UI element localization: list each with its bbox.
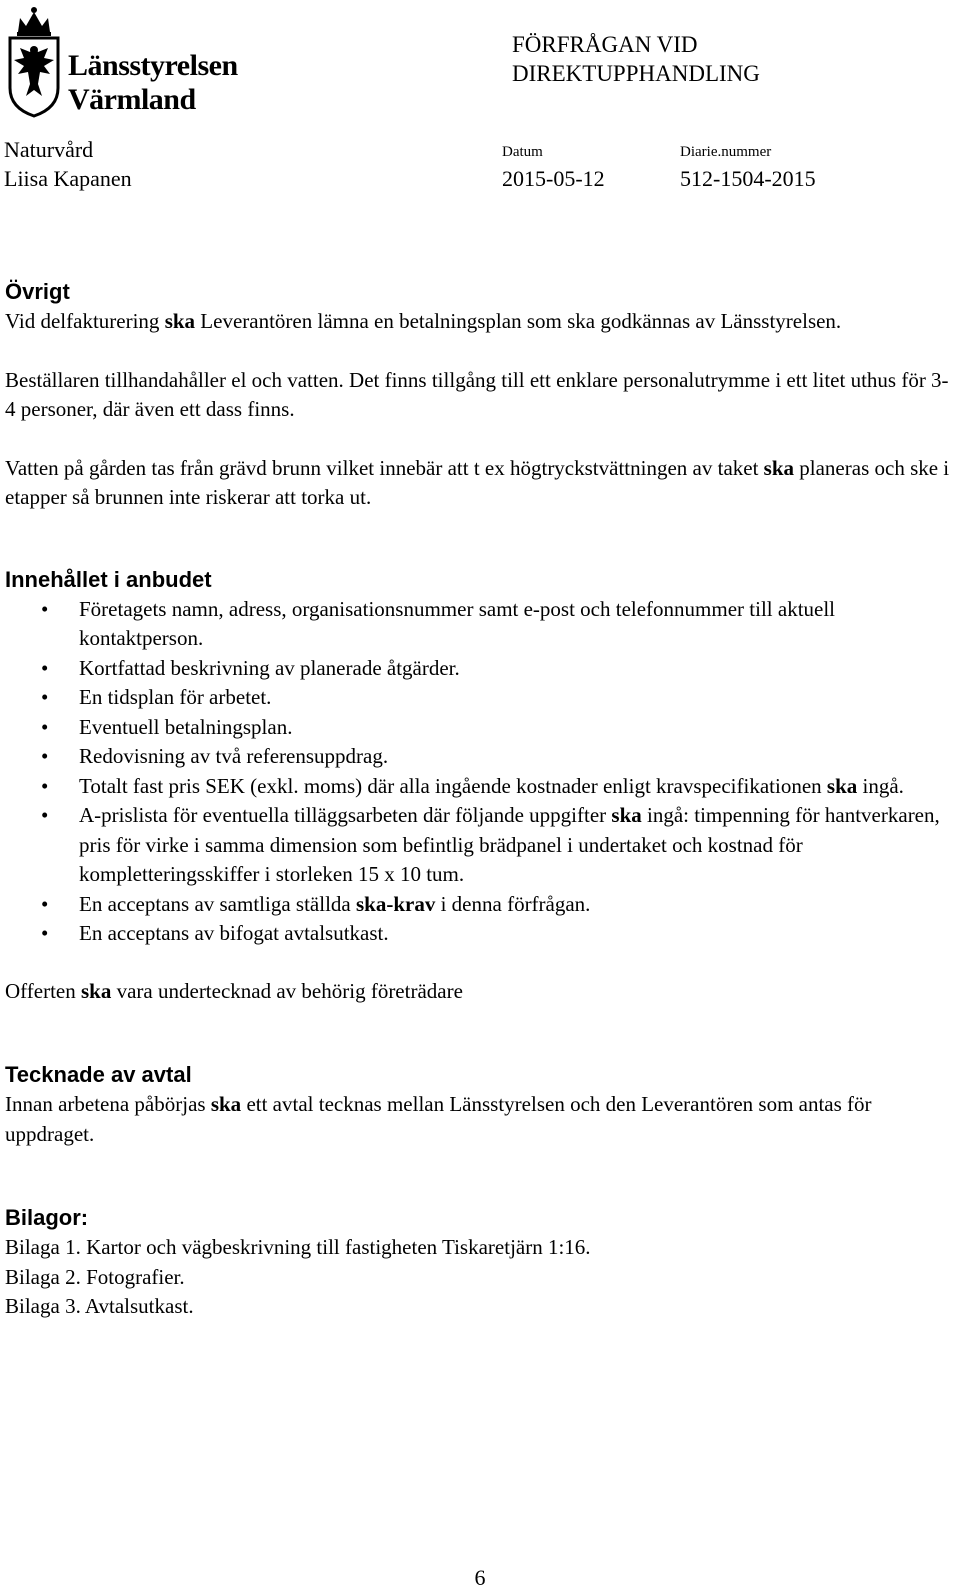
list-item: • En acceptans av samtliga ställda ska-krav i denna förfrågan. [41,891,591,916]
list-item: • Redovisning av två referensuppdrag. [41,744,389,768]
contact-person: Liisa Kapanen [4,166,132,191]
list-item: • En acceptans av bifogat avtalsutkast. [41,921,389,945]
diarie-value: 512-1504-2015 [680,166,816,191]
list-item: • Eventuell betalningsplan. [41,714,293,739]
logo-text-line2: Värmland [68,83,196,116]
document-type-line1: FÖRFRÅGAN VID [512,32,698,57]
section-heading-bilagor: Bilagor: [5,1205,89,1230]
paragraph: Beställaren tillhandahåller el och vatten. Det finns tillgång till ett enklare personalutrymme i ett litet uthus för 3-4 personer, där även ett dass finns. [5,367,949,421]
list-item: • Företagets namn, adress, organisationsnummer samt e-post och telefonnummer till aktuell kontaktperson. [41,596,836,650]
attachment-item: Bilaga 3. Avtalsutkast. [5,1294,194,1318]
paragraph: Vatten på gården tas från grävd brunn vilket innebär att t ex högtryckstvättningen av taket ska planeras och ske i etapper så brunnen inte riskerar att torka ut. [5,455,950,509]
list-item: • A-prislista för eventuella tilläggsarbeten där följande uppgifter ska ingå: timpenning för hantverkaren, pris för virke i samma dimension som befintlig brädpanel i undertaket och kostnad för kompletteringsskiffer i storleken 15 x 10 tum. [41,803,940,886]
attachment-item: Bilaga 2. Fotografier. [5,1264,185,1289]
requirements-list [5,595,955,949]
diarie-label: Diarie.nummer [680,144,772,160]
section-heading-avtal: Tecknade av avtal [5,1062,192,1087]
section-heading-innehall: Innehållet i anbudet [5,566,212,592]
paragraph: Innan arbetena påbörjas ska ett avtal tecknas mellan Länsstyrelsen och den Leverantören som antas för uppdraget. [5,1092,872,1146]
date-label: Datum [502,144,543,160]
document-body [5,277,955,1322]
list-item: • En tidsplan för arbetet. [41,685,272,709]
list-item: • Totalt fast pris SEK (exkl. moms) där alla ingående kostnader enligt kravspecifikationen ska ingå. [41,773,904,798]
date-value: 2015-05-12 [502,166,605,191]
section-heading-ovrigt: Övrigt [5,279,70,304]
page-number: 6 [474,1565,486,1590]
paragraph: Vid delfakturering ska Leverantören lämna en betalningsplan som ska godkännas av Länsstyrelsen. [5,309,842,333]
logo-text-line1: Länsstyrelsen [68,49,238,82]
document-type [512,30,760,88]
department: Naturvård [4,137,94,162]
attachments-list [5,1233,955,1322]
document-type-line2: DIREKTUPPHANDLING [512,61,760,86]
coat-of-arms-icon [4,2,64,118]
list-item: • Kortfattad beskrivning av planerade åtgärder. [41,655,460,680]
agency-logo [4,2,238,118]
attachment-item: Bilaga 1. Kartor och vägbeskrivning till fastigheten Tiskaretjärn 1:16. [5,1235,591,1259]
paragraph: Offerten ska vara undertecknad av behörig företrädare [5,978,463,1003]
